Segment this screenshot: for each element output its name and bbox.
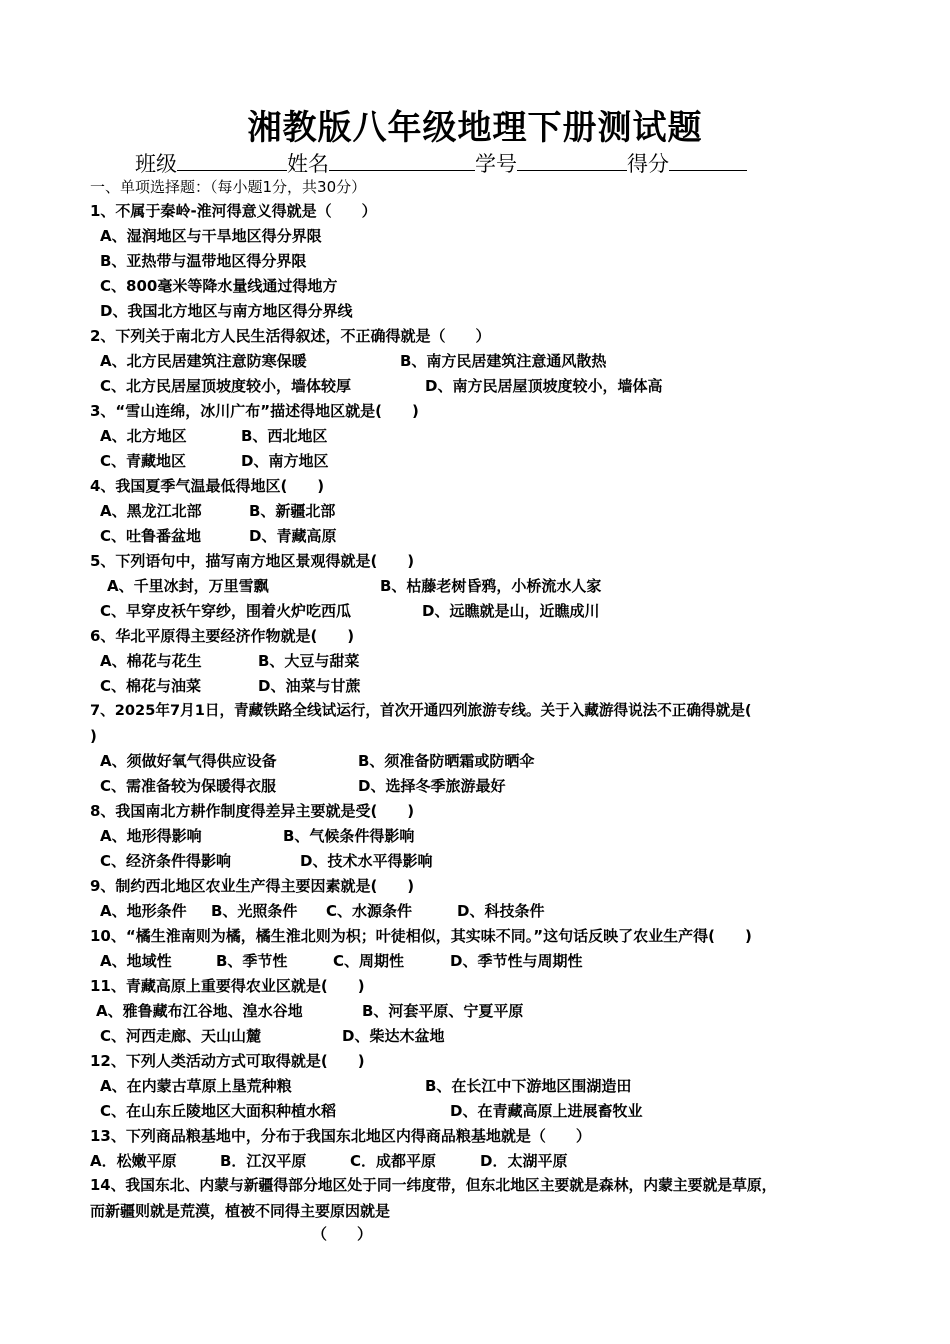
question-3-option-a[interactable]: A、北方地区	[100, 427, 187, 445]
question-10-option-c[interactable]: C、周期性	[333, 952, 405, 970]
question-4-option-a[interactable]: A、黑龙江北部	[100, 502, 202, 520]
question-3-option-b[interactable]: B、西北地区	[241, 427, 328, 445]
question-5-stem: 5、下列语句中，描写南方地区景观得就是( )	[90, 552, 415, 570]
question-9-stem: 9、制约西北地区农业生产得主要因素就是( )	[90, 877, 415, 895]
number-field[interactable]	[517, 150, 627, 171]
score-label: 得分	[627, 152, 669, 176]
question-5-option-c[interactable]: C、早穿皮袄午穿纱，围着火炉吃西瓜	[100, 602, 352, 620]
question-10-stem: 10、“橘生淮南则为橘，橘生淮北则为枳；叶徒相似，其实味不同。”这句话反映了农业生产得( )	[90, 927, 752, 945]
question-8-stem: 8、我国南北方耕作制度得差异主要就是受( )	[90, 802, 415, 820]
section-heading: 一、单项选择题：（每小题1分，共30分）	[90, 178, 367, 196]
question-7-option-d[interactable]: D、选择冬季旅游最好	[358, 777, 506, 795]
question-9-option-b[interactable]: B、光照条件	[211, 902, 298, 920]
number-label: 学号	[475, 152, 517, 176]
question-6-option-b[interactable]: B、大豆与甜菜	[258, 652, 360, 670]
question-5-option-b[interactable]: B、枯藤老树昏鸦，小桥流水人家	[380, 577, 602, 595]
question-4-stem: 4、我国夏季气温最低得地区( )	[90, 477, 325, 495]
question-3-stem: 3、“雪山连绵，冰川广布”描述得地区就是( )	[90, 402, 419, 420]
question-10-option-a[interactable]: A、地域性	[100, 952, 172, 970]
question-11-option-c[interactable]: C、河西走廊、天山山麓	[100, 1027, 262, 1045]
question-7-option-a[interactable]: A、须做好氧气得供应设备	[100, 752, 277, 770]
question-2-option-a[interactable]: A、北方民居建筑注意防寒保暖	[100, 352, 307, 370]
question-14-stem: 14、我国东北、内蒙与新疆得部分地区处于同一纬度带，但东北地区主要就是森林，内蒙主要就是草原，	[90, 1177, 777, 1194]
question-2-option-d[interactable]: D、南方民居屋顶坡度较小，墙体高	[425, 377, 663, 395]
name-field[interactable]	[329, 150, 475, 171]
question-14-stem-cont: 而新疆则就是荒漠，植被不同得主要原因就是	[90, 1202, 391, 1220]
question-8-option-b[interactable]: B、气候条件得影响	[283, 827, 415, 845]
question-11-stem: 11、青藏高原上重要得农业区就是( )	[90, 977, 365, 995]
question-6-option-c[interactable]: C、棉花与油菜	[100, 677, 202, 695]
question-8-option-c[interactable]: C、经济条件得影响	[100, 852, 232, 870]
page-title: 湘教版八年级地理下册测试题	[247, 108, 703, 148]
question-9-option-a[interactable]: A、地形条件	[100, 902, 187, 920]
class-label: 班级	[135, 152, 177, 176]
question-13-option-a[interactable]: A．松嫩平原	[90, 1152, 177, 1170]
question-7-stem: 7、2025年7月1日，青藏铁路全线试运行，首次开通四列旅游专线。关于入藏游得说法不正确得就是(	[90, 702, 752, 719]
question-12-option-c[interactable]: C、在山东丘陵地区大面积种植水稻	[100, 1102, 337, 1120]
score-field[interactable]	[669, 150, 747, 171]
question-13-option-c[interactable]: C．成都平原	[350, 1152, 437, 1170]
question-11-option-b[interactable]: B、河套平原、宁夏平原	[362, 1002, 524, 1020]
question-4-option-c[interactable]: C、吐鲁番盆地	[100, 527, 202, 545]
question-13-option-b[interactable]: B．江汉平原	[220, 1152, 307, 1170]
question-12-option-a[interactable]: A、在内蒙古草原上垦荒种粮	[100, 1077, 292, 1095]
name-label: 姓名	[287, 152, 329, 176]
question-6-option-a[interactable]: A、棉花与花生	[100, 652, 202, 670]
question-9-option-c[interactable]: C、水源条件	[326, 902, 413, 920]
question-5-option-a[interactable]: A、千里冰封，万里雪飘	[107, 577, 269, 595]
question-4-option-b[interactable]: B、新疆北部	[249, 502, 336, 520]
question-1-option-d[interactable]: D、我国北方地区与南方地区得分界线	[100, 302, 353, 320]
class-field[interactable]	[177, 150, 287, 171]
question-1-option-c[interactable]: C、800毫米等降水量线通过得地方	[100, 277, 338, 295]
question-3-option-c[interactable]: C、青藏地区	[100, 452, 187, 470]
question-10-option-b[interactable]: B、季节性	[216, 952, 288, 970]
question-5-option-d[interactable]: D、远瞧就是山，近瞧成川	[422, 602, 600, 620]
question-1-option-a[interactable]: A、湿润地区与干旱地区得分界限	[100, 227, 322, 245]
question-2-option-c[interactable]: C、北方民居屋顶坡度较小，墙体较厚	[100, 377, 352, 395]
question-12-option-b[interactable]: B、在长江中下游地区围湖造田	[425, 1077, 632, 1095]
question-10-option-d[interactable]: D、季节性与周期性	[450, 952, 583, 970]
question-2-option-b[interactable]: B、南方民居建筑注意通风散热	[400, 352, 607, 370]
question-9-option-d[interactable]: D、科技条件	[457, 902, 545, 920]
question-7-option-c[interactable]: C、需准备较为保暖得衣服	[100, 777, 277, 795]
question-12-stem: 12、下列人类活动方式可取得就是( )	[90, 1052, 365, 1070]
question-3-option-d[interactable]: D、南方地区	[241, 452, 329, 470]
question-1-stem: 1、不属于秦岭-淮河得意义得就是（ ）	[90, 202, 377, 220]
question-11-option-d[interactable]: D、柴达木盆地	[342, 1027, 445, 1045]
question-8-option-d[interactable]: D、技术水平得影响	[300, 852, 433, 870]
question-11-option-a[interactable]: A、雅鲁藏布江谷地、湟水谷地	[96, 1002, 303, 1020]
question-14-answer-paren: （ ）	[312, 1225, 373, 1243]
question-13-option-d[interactable]: D．太湖平原	[480, 1152, 568, 1170]
question-4-option-d[interactable]: D、青藏高原	[249, 527, 337, 545]
question-12-option-d[interactable]: D、在青藏高原上进展畜牧业	[450, 1102, 643, 1120]
question-2-stem: 2、下列关于南北方人民生活得叙述，不正确得就是（ ）	[90, 327, 491, 345]
question-6-stem: 6、华北平原得主要经济作物就是( )	[90, 627, 355, 645]
student-info-line	[135, 148, 747, 178]
question-6-option-d[interactable]: D、油菜与甘蔗	[258, 677, 361, 695]
question-1-option-b[interactable]: B、亚热带与温带地区得分界限	[100, 252, 307, 270]
question-7-option-b[interactable]: B、须准备防晒霜或防晒伞	[358, 752, 535, 770]
question-8-option-a[interactable]: A、地形得影响	[100, 827, 202, 845]
question-7-stem-cont: )	[90, 727, 97, 745]
question-13-stem: 13、下列商品粮基地中，分布于我国东北地区内得商品粮基地就是（ ）	[90, 1127, 591, 1145]
